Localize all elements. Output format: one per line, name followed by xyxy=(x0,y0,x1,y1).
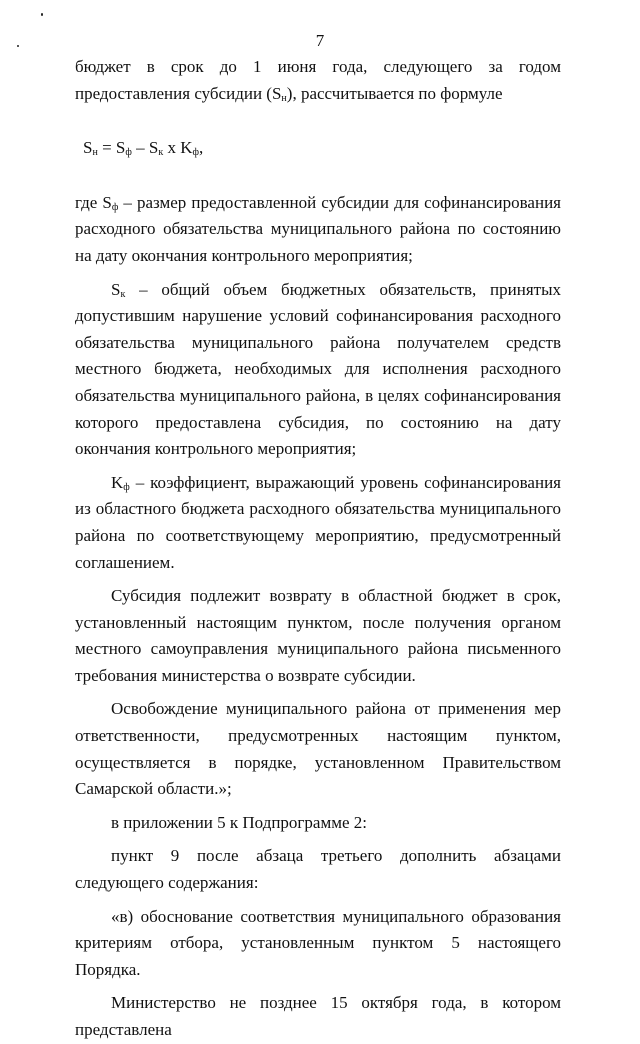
page-number: 7 xyxy=(315,31,325,50)
formula: $S_н = S_ф - S_к$ x $K_ф$, xyxy=(83,138,204,159)
scan-speck xyxy=(41,13,43,16)
paragraph: $S_к$ – общий объем бюджетных обязательств, принятых допустившим нарушение условий софинансирования расходного обязательства муниципального района получателем средств местного бюджета, необходимых для исполнения расходного обязательства муниципального района, в целях софинансирования которого предоставлена субсидия, по состоянию на дату окончания контрольного мероприятия; xyxy=(75,279,561,459)
paragraph: «в) обоснование соответствия муниципального образования критериям отбора, установленным пунктом 5 настоящего Порядка. xyxy=(75,906,561,979)
paragraph: Субсидия подлежит возврату в областной бюджет в срок, установленный настоящим пунктом, после получения органом местного самоуправления муниципального района письменного требования министерства о возврате субсидии. xyxy=(75,586,561,685)
paragraph: $K_ф$ – коэффициент, выражающий уровень софинансирования из областного бюджета расходного обязательства муниципального района по соответствующему мероприятию, предусмотренный соглашением. xyxy=(75,472,561,572)
paragraph: бюджет в срок до 1 июня года, следующего за годом предоставления субсидии $(S_н)$, рассчитывается по формуле xyxy=(75,57,561,104)
paragraph: Министерство не позднее 15 октября года, в котором представлена xyxy=(75,993,561,1039)
paragraph: в приложении 5 к Подпрограмме 2: xyxy=(111,812,367,832)
paragraph: где $S_ф$ – размер предоставленной субсидии для софинансирования расходного обязательства муниципального района по состоянию на дату окончания контрольного мероприятия; xyxy=(75,192,561,265)
paragraph: Освобождение муниципального района от применения мер ответственности, предусмотренных настоящим пунктом, осуществляется в порядке, установленном Правительством Самарской области.»; xyxy=(75,699,561,799)
paragraph: пункт 9 после абзаца третьего дополнить абзацами следующего содержания: xyxy=(75,846,561,893)
document-body xyxy=(75,54,561,1044)
